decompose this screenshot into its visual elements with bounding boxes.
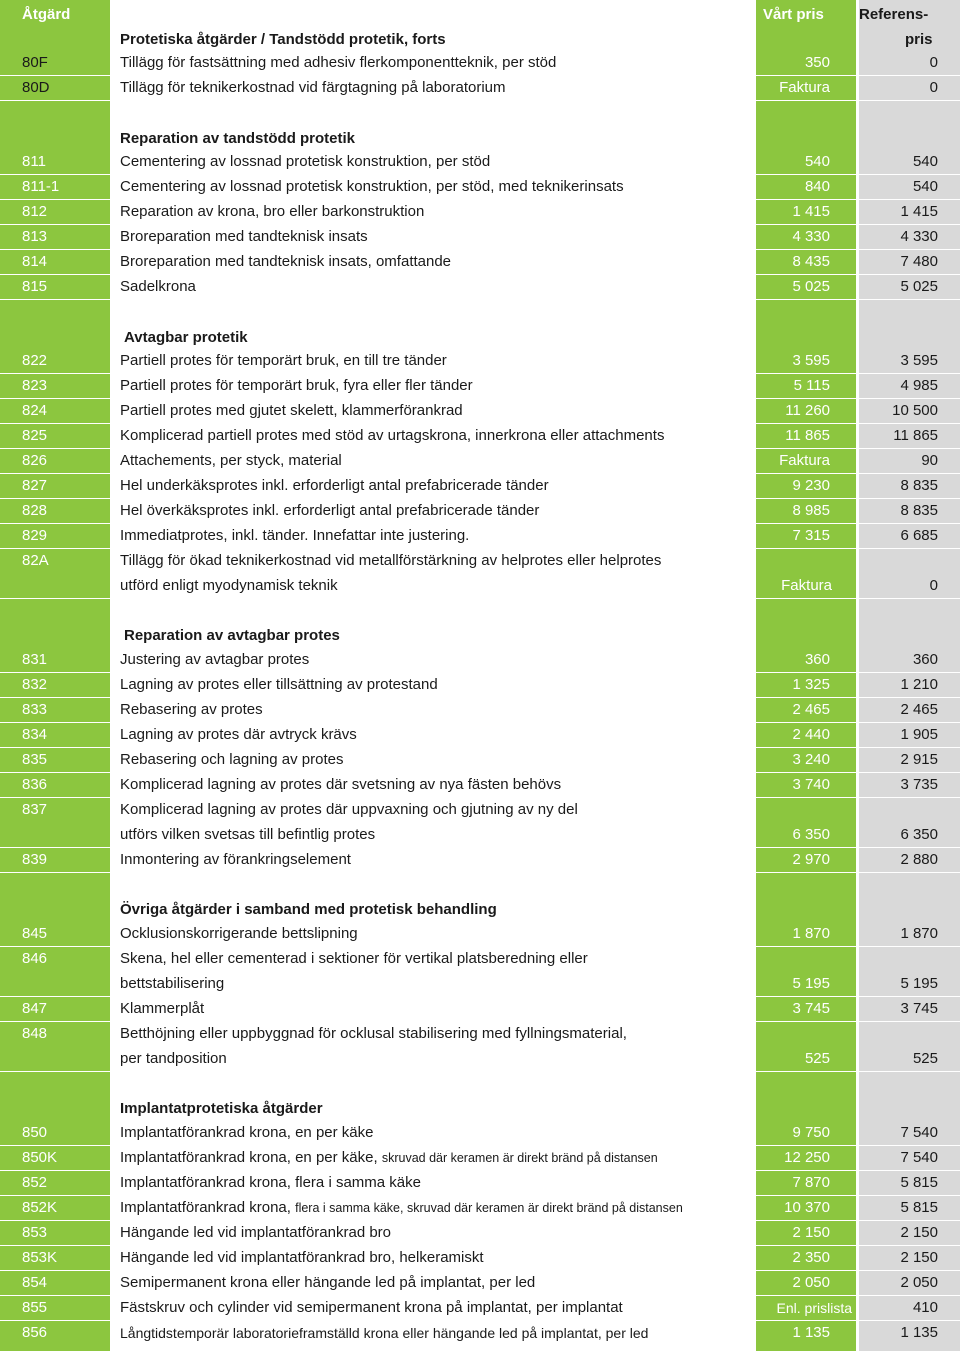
our-price: 12 250	[784, 1149, 830, 1166]
our-price: 7 315	[792, 527, 830, 544]
procedure-description: Justering av avtagbar protes	[120, 651, 310, 668]
table-row	[0, 748, 960, 773]
section-heading: Protetiska åtgärder / Tandstödd protetik, forts	[120, 31, 446, 48]
reference-price: 0	[929, 577, 938, 594]
procedure-description: Ocklusionskorrigerande bettslipning	[120, 925, 358, 942]
table-row	[0, 76, 960, 101]
reference-price: 10 500	[892, 402, 938, 419]
table-row	[0, 947, 960, 997]
procedure-description-main: Implantatförankrad krona,	[120, 1199, 291, 1216]
procedure-description: Implantatförankrad krona, en per käke	[120, 1124, 374, 1141]
reference-price: 525	[912, 1050, 938, 1067]
procedure-description: Cementering av lossnad protetisk konstruktion, per stöd	[120, 153, 491, 170]
table-row	[0, 150, 960, 175]
procedure-description-continued: utförs vilken svetsas till befintlig protes	[120, 826, 376, 843]
procedure-code: 822	[22, 352, 48, 369]
table-row	[0, 549, 960, 599]
table-row	[0, 1246, 960, 1271]
procedure-description: Partiell protes med gjutet skelett, klammerförankrad	[120, 402, 463, 419]
table-row	[0, 648, 960, 673]
reference-price: 5 815	[900, 1174, 938, 1191]
procedure-description: Hel överkäksprotes inkl. erforderligt antal prefabricerade tänder	[120, 502, 540, 519]
procedure-description: Rebasering och lagning av protes	[120, 751, 344, 768]
reference-price: 2 150	[900, 1224, 938, 1241]
table-row	[0, 848, 960, 873]
table-row	[0, 773, 960, 798]
procedure-code: 812	[22, 203, 48, 220]
table-row	[0, 723, 960, 748]
procedure-code: 828	[22, 502, 48, 519]
procedure-description: Sadelkrona	[120, 278, 196, 295]
procedure-description-note: flera i samma käke, skruvad där keramen är direkt bränd på distansen	[295, 1201, 683, 1215]
table-row	[0, 1196, 960, 1221]
table-row	[0, 1221, 960, 1246]
table-row	[0, 175, 960, 200]
procedure-code: 811-1	[22, 178, 60, 195]
procedure-description: Tillägg för teknikerkostnad vid färgtagning på laboratorium	[120, 79, 506, 96]
procedure-code: 811	[22, 153, 46, 170]
procedure-code: 824	[22, 402, 48, 419]
our-price: 1 415	[792, 203, 830, 220]
procedure-code: 832	[22, 676, 48, 693]
table-row	[0, 1321, 960, 1346]
table-row	[0, 499, 960, 524]
our-price: 2 970	[792, 851, 830, 868]
procedure-description: Broreparation med tandteknisk insats, omfattande	[120, 253, 452, 270]
our-price: 3 740	[792, 776, 830, 793]
table-row	[0, 349, 960, 374]
procedure-code: 848	[22, 1025, 48, 1042]
procedure-description-continued: per tandposition	[120, 1050, 227, 1067]
procedure-code: 852K	[22, 1199, 58, 1216]
procedure-code: 827	[22, 477, 48, 494]
procedure-code: 833	[22, 701, 48, 718]
procedure-description	[120, 1199, 683, 1216]
section-heading: Övriga åtgärder i samband med protetisk behandling	[120, 901, 497, 918]
table-row	[0, 922, 960, 947]
reference-price: 90	[921, 452, 938, 469]
reference-price: 1 415	[900, 203, 938, 220]
procedure-code: 845	[22, 925, 48, 942]
procedure-code: 823	[22, 377, 48, 394]
our-price: 1 870	[792, 925, 830, 942]
our-price: 3 595	[792, 352, 830, 369]
procedure-description-note: skruvad där keramen är direkt bränd på distansen	[381, 1151, 658, 1165]
procedure-code: 847	[22, 1000, 48, 1017]
table-row	[0, 1022, 960, 1072]
procedure-code: 826	[22, 452, 48, 469]
our-price: 11 260	[785, 402, 830, 419]
our-price: 5 195	[792, 975, 830, 992]
procedure-description: Lagning av protes eller tillsättning av protestand	[120, 676, 438, 693]
procedure-code: 856	[22, 1324, 48, 1341]
table-row	[0, 1171, 960, 1196]
procedure-description: Hängande led vid implantatförankrad bro, helkeramiskt	[120, 1249, 484, 1266]
table-row	[0, 424, 960, 449]
section-heading: Reparation av avtagbar protes	[124, 627, 340, 644]
table-row	[0, 798, 960, 848]
procedure-description: Immediatprotes, inkl. tänder. Innefattar inte justering.	[120, 527, 470, 544]
procedure-code: 82A	[22, 552, 49, 569]
reference-price: 3 735	[900, 776, 938, 793]
reference-price: 2 150	[900, 1249, 938, 1266]
procedure-description: Lagning av protes där avtryck krävs	[120, 726, 357, 743]
procedure-description: Fästskruv och cylinder vid semipermanent krona på implantat, per implantat	[120, 1299, 623, 1316]
our-price: 8 435	[792, 253, 830, 270]
our-price: Faktura	[781, 577, 832, 594]
reference-price: 1 870	[900, 925, 938, 942]
table-row	[0, 51, 960, 76]
table-row	[0, 225, 960, 250]
reference-price: 8 835	[900, 477, 938, 494]
procedure-code: 836	[22, 776, 48, 793]
table-row	[0, 1271, 960, 1296]
our-price: 3 745	[792, 1000, 830, 1017]
our-price: Faktura	[779, 452, 830, 469]
procedure-code: 854	[22, 1274, 48, 1291]
procedure-code: 855	[22, 1299, 48, 1316]
our-price: Enl. prislista	[776, 1300, 852, 1316]
procedure-code: 815	[22, 278, 48, 295]
procedure-description: Semipermanent krona eller hängande led på implantat, per led	[120, 1274, 536, 1291]
procedure-code: 831	[22, 651, 48, 668]
reference-price: 4 330	[900, 228, 938, 245]
procedure-description: Hel underkäksprotes inkl. erforderligt antal prefabricerade tänder	[120, 477, 549, 494]
procedure-description: Partiell protes för temporärt bruk, en till tre tänder	[120, 352, 447, 369]
reference-price: 2 880	[900, 851, 938, 868]
section-heading: Reparation av tandstödd protetik	[120, 130, 356, 147]
reference-price: 7 480	[900, 253, 938, 270]
table-row	[0, 524, 960, 549]
reference-price: 1 210	[900, 676, 938, 693]
reference-price: 0	[929, 79, 938, 96]
procedure-code: 80F	[22, 54, 48, 71]
table-row	[0, 250, 960, 275]
reference-price: 5 815	[900, 1199, 938, 1216]
procedure-description: Skena, hel eller cementerad i sektioner för vertikal platsberedning eller	[120, 950, 588, 967]
reference-price: 5 195	[900, 975, 938, 992]
code-column-header: Åtgärd	[22, 6, 71, 23]
procedure-description: Implantatförankrad krona, flera i samma käke	[120, 1174, 421, 1191]
table-row	[0, 474, 960, 499]
reference-price: 2 050	[900, 1274, 938, 1291]
our-price: 525	[804, 1050, 830, 1067]
procedure-code: 834	[22, 726, 48, 743]
reference-price: 3 745	[900, 1000, 938, 1017]
table-row	[0, 449, 960, 474]
procedure-description	[120, 1149, 658, 1166]
procedure-description: Reparation av krona, bro eller barkonstruktion	[120, 203, 425, 220]
our-price: 1 325	[792, 676, 830, 693]
procedure-description: Komplicerad partiell protes med stöd av urtagskrona, innerkrona eller attachments	[120, 427, 665, 444]
reference-price: 360	[912, 651, 938, 668]
table-row	[0, 1146, 960, 1171]
procedure-description: Attachements, per styck, material	[120, 452, 342, 469]
reference-price: 1 135	[900, 1324, 938, 1341]
our-price: 1 135	[792, 1324, 830, 1341]
procedure-description: Långtidstemporär laboratorieframställd krona eller hängande led på implantat, per led	[120, 1325, 649, 1341]
table-row	[0, 997, 960, 1022]
table-row	[0, 1121, 960, 1146]
procedure-code: 80D	[22, 79, 50, 96]
procedure-code: 829	[22, 527, 48, 544]
procedure-description: Rebasering av protes	[120, 701, 263, 718]
reference-column-header-line2: pris	[905, 31, 933, 48]
reference-price: 7 540	[900, 1124, 938, 1141]
procedure-description-main: Implantatförankrad krona, en per käke,	[120, 1149, 378, 1166]
reference-price: 1 905	[900, 726, 938, 743]
procedure-description: Inmontering av förankringselement	[120, 851, 351, 868]
our-price: 2 350	[792, 1249, 830, 1266]
table-row	[0, 698, 960, 723]
reference-price: 2 465	[900, 701, 938, 718]
reference-price: 6 350	[900, 826, 938, 843]
procedure-code: 814	[22, 253, 48, 270]
procedure-description: Hängande led vid implantatförankrad bro	[120, 1224, 392, 1241]
procedure-description: Broreparation med tandteknisk insats	[120, 228, 368, 245]
our-price: 10 370	[784, 1199, 830, 1216]
reference-column-header: Referens-	[859, 6, 929, 23]
procedure-description-continued: utförd enligt myodynamisk teknik	[120, 577, 338, 594]
table-row	[0, 399, 960, 424]
procedure-description: Tillägg för fastsättning med adhesiv flerkomponentteknik, per stöd	[120, 54, 557, 71]
reference-price: 540	[912, 178, 938, 195]
our-price: 2 150	[792, 1224, 830, 1241]
procedure-description: Cementering av lossnad protetisk konstruktion, per stöd, med teknikerinsats	[120, 178, 624, 195]
table-row	[0, 275, 960, 300]
reference-price: 6 685	[900, 527, 938, 544]
reference-price: 8 835	[900, 502, 938, 519]
table-row	[0, 673, 960, 698]
procedure-code: 839	[22, 851, 48, 868]
table-row	[0, 200, 960, 225]
our-price: 11 865	[785, 427, 830, 444]
price-column-header: Vårt pris	[763, 6, 824, 23]
our-price: Faktura	[779, 79, 830, 96]
procedure-description: Komplicerad lagning av protes där uppvaxning och gjutning av ny del	[120, 801, 578, 818]
procedure-code: 825	[22, 427, 48, 444]
procedure-description: Komplicerad lagning av protes där svetsning av nya fästen behövs	[120, 776, 562, 793]
our-price: 360	[804, 651, 830, 668]
reference-price: 0	[929, 54, 938, 71]
our-price: 2 050	[792, 1274, 830, 1291]
procedure-code: 853	[22, 1224, 48, 1241]
procedure-description-continued: bettstabilisering	[120, 975, 225, 992]
section-heading: Avtagbar protetik	[124, 329, 248, 346]
our-price: 2 465	[792, 701, 830, 718]
reference-price: 2 915	[900, 751, 938, 768]
procedure-code: 846	[22, 950, 48, 967]
our-price: 4 330	[792, 228, 830, 245]
our-price: 9 230	[792, 477, 830, 494]
procedure-code: 850	[22, 1124, 48, 1141]
our-price: 6 350	[792, 826, 830, 843]
reference-price: 11 865	[893, 427, 938, 444]
our-price: 5 115	[793, 377, 830, 394]
reference-price: 7 540	[900, 1149, 938, 1166]
procedure-description: Betthöjning eller uppbyggnad för ocklusal stabilisering med fyllningsmaterial,	[120, 1025, 627, 1042]
procedure-code: 850K	[22, 1149, 58, 1166]
our-price: 350	[804, 54, 830, 71]
procedure-description: Klammerplåt	[120, 1000, 205, 1017]
procedure-code: 853K	[22, 1249, 58, 1266]
procedure-code: 852	[22, 1174, 48, 1191]
procedure-code: 837	[22, 801, 48, 818]
section-heading: Implantatprotetiska åtgärder	[120, 1100, 323, 1117]
procedure-description: Tillägg för ökad teknikerkostnad vid metallförstärkning av helprotes eller helprotes	[120, 552, 662, 569]
procedure-code: 813	[22, 228, 48, 245]
reference-price: 4 985	[900, 377, 938, 394]
our-price: 2 440	[792, 726, 830, 743]
table-row	[0, 374, 960, 399]
reference-price: 5 025	[900, 278, 938, 295]
procedure-description: Partiell protes för temporärt bruk, fyra eller fler tänder	[120, 377, 473, 394]
reference-price: 3 595	[900, 352, 938, 369]
our-price: 9 750	[792, 1124, 830, 1141]
reference-price: 540	[912, 153, 938, 170]
our-price: 3 240	[792, 751, 830, 768]
our-price: 840	[804, 178, 830, 195]
table-row	[0, 1296, 960, 1321]
our-price: 5 025	[792, 278, 830, 295]
our-price: 8 985	[792, 502, 830, 519]
procedure-code: 835	[22, 751, 48, 768]
our-price: 7 870	[792, 1174, 830, 1191]
our-price: 540	[804, 153, 830, 170]
reference-price: 410	[912, 1299, 938, 1316]
